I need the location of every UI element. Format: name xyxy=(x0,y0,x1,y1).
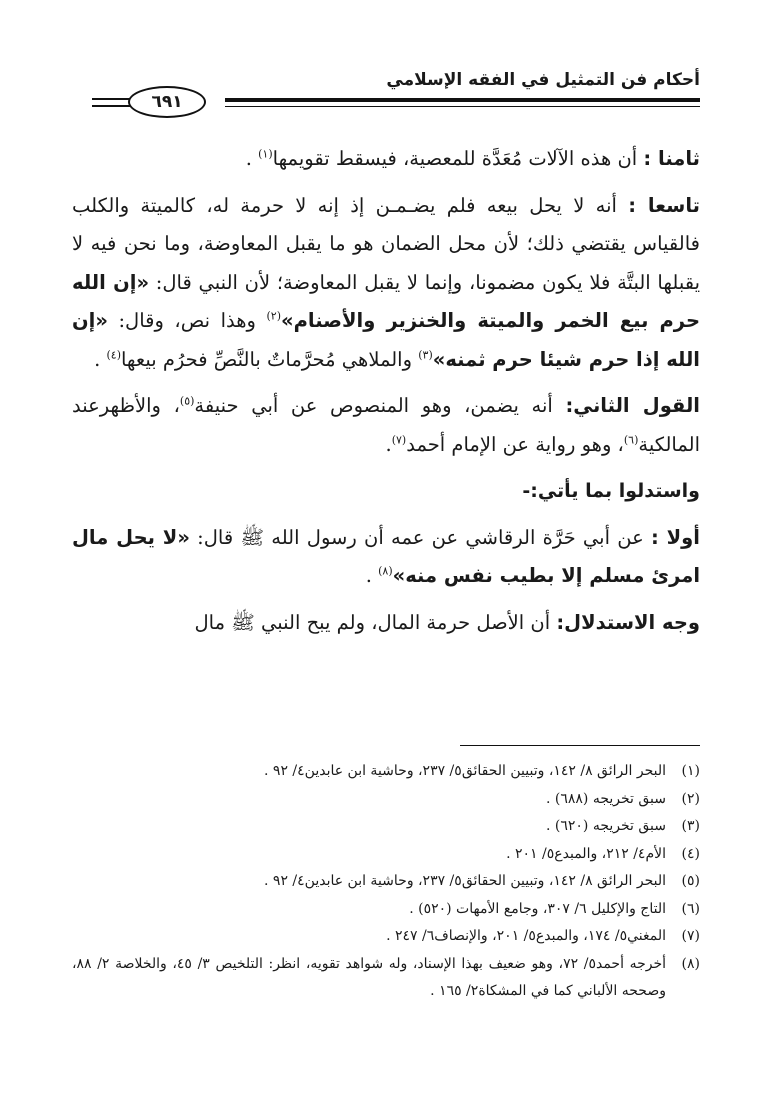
paragraph-eighth xyxy=(72,140,700,179)
paragraph-lead: وجه الاستدلال: xyxy=(556,610,700,634)
heading-text: واستدلوا بما يأتي:- xyxy=(522,480,700,502)
footnote-ref: (٢) xyxy=(266,309,281,323)
footnote xyxy=(72,813,700,841)
paragraph-second-opinion xyxy=(72,387,700,464)
paragraph-text: وهذا نص، وقال: xyxy=(107,309,267,332)
footnote-number: (٢) xyxy=(681,790,700,807)
footnote-ref: (١) xyxy=(258,147,273,161)
footnote-number: (٧) xyxy=(681,928,700,944)
hadith-quote: «لا يحل مال امرئ مسلم إلا بطيب نفس منه» xyxy=(72,525,700,587)
footnote-ref: (٤) xyxy=(106,348,121,361)
footnote-text: البحر الرائق ٨/ ١٤٢، وتبيين الحقائق٥/ ٢٣٧، وحاشية ابن عابدين٤/ ٩٢ . xyxy=(264,763,666,779)
footnote-text: سبق تخريجه (٦٢٠) . xyxy=(545,818,666,834)
footnotes xyxy=(72,758,700,1006)
footnote-ref: (٥) xyxy=(179,394,195,408)
footnote-number: (٥) xyxy=(681,873,700,889)
paragraph-text: أن الأصل حرمة المال، ولم يبح النبي ﷺ مال xyxy=(194,610,557,634)
footnote xyxy=(72,786,700,814)
footnote-ref: (٨) xyxy=(378,564,393,578)
footnote-number: (٣) xyxy=(681,818,700,834)
section-heading xyxy=(72,472,700,511)
paragraph-text: أنه لا يحل بيعه فلم يضـمـن إذ إنه لا حرمة له، كالميتة والكلب فالقياس يقتضي ذلك؛ لأن محل الضمان هو ما يقبل المعاوضة، وما نحن فيه لا يقبلها البتَّة فلا يكون مضمونا، وإنما لا يقبل المعاوضة؛ لأن النبي قال: xyxy=(72,193,700,294)
header-rule-left xyxy=(92,98,130,107)
paragraph-tail: . xyxy=(385,432,392,456)
paragraph-lead: أولا : xyxy=(651,525,700,549)
footnote-separator xyxy=(460,745,700,746)
footnote-text: أخرجه أحمد٥/ ٧٢، وهو ضعيف بهذا الإسناد، وله شواهد تقويه، انظر: التلخيص ٣/ ٤٥، والخلاصة ٢/ ٨٨، وصححه الألباني كما في المشكاة٢/ ١٦٥ . xyxy=(72,955,667,999)
footnote-ref: (٧) xyxy=(391,433,407,446)
footnote xyxy=(72,868,700,896)
running-title: أحكام فن التمثيل في الفقه الإسلامي xyxy=(386,70,700,90)
paragraph-text: عن أبي حَرَّة الرقاشي عن عمه أن رسول الله ﷺ قال: xyxy=(189,525,652,549)
footnote-text: التاج والإكليل ٦/ ٣٠٧، وجامع الأمهات (٥٢٠) . xyxy=(409,900,666,917)
footnote-ref: (٣) xyxy=(418,348,433,361)
body-text xyxy=(72,140,700,650)
hadith-quote: «إن الله حرم بيع الخمر والميتة والخنزير والأصنام» xyxy=(72,270,700,332)
paragraph-text: ، وهو رواية عن الإمام أحمد xyxy=(406,432,624,456)
paragraph-tail: . xyxy=(365,564,379,587)
paragraph-first-evidence xyxy=(72,519,700,596)
paragraph-text: أن هذه الآلات مُعَدَّة للمعصية، فيسقط تقويمها xyxy=(272,147,644,170)
paragraph-tail: . xyxy=(245,147,259,170)
hadith-quote: «إن الله إذا حرم شيئا حرم ثمنه» xyxy=(72,309,700,371)
footnote-ref: (٦) xyxy=(623,433,639,446)
footnote xyxy=(72,951,700,1006)
footnote xyxy=(72,841,700,869)
paragraph-tail: . xyxy=(94,347,107,371)
footnote-text: سبق تخريجه (٦٨٨) . xyxy=(545,790,666,807)
paragraph-text: والملاهي مُحرَّماتٌ بالنَّصِّ فحرُم بيعها xyxy=(120,347,419,371)
paragraph-inference xyxy=(72,604,700,643)
footnote xyxy=(72,896,700,924)
paragraph-text: ، والأظهرعند المالكية xyxy=(72,394,700,456)
page-number: ٦٩١ xyxy=(128,86,206,118)
footnote xyxy=(72,923,700,951)
paragraph-lead: القول الثاني: xyxy=(565,394,700,417)
footnote xyxy=(72,758,700,786)
paragraph-ninth xyxy=(72,187,700,380)
footnote-number: (٤) xyxy=(681,845,700,862)
footnote-text: المغني٥/ ١٧٤، والمبدع٥/ ٢٠١، والإنصاف٦/ ٢٤٧ . xyxy=(386,928,666,944)
footnote-text: البحر الرائق ٨/ ١٤٢، وتبيين الحقائق٥/ ٢٣٧، وحاشية ابن عابدين٤/ ٩٢ . xyxy=(264,873,666,889)
footnote-text: الأم٤/ ٢١٢، والمبدع٥/ ٢٠١ . xyxy=(506,845,666,862)
paragraph-text: أنه يضمن، وهو المنصوص عن أبي حنيفة xyxy=(194,394,566,417)
paragraph-lead: تاسعا : xyxy=(628,193,700,217)
footnote-number: (٨) xyxy=(681,955,700,972)
footnote-number: (٦) xyxy=(681,900,700,917)
paragraph-lead: ثامنا : xyxy=(643,147,700,170)
header-rule xyxy=(225,98,700,107)
footnote-number: (١) xyxy=(681,763,700,779)
